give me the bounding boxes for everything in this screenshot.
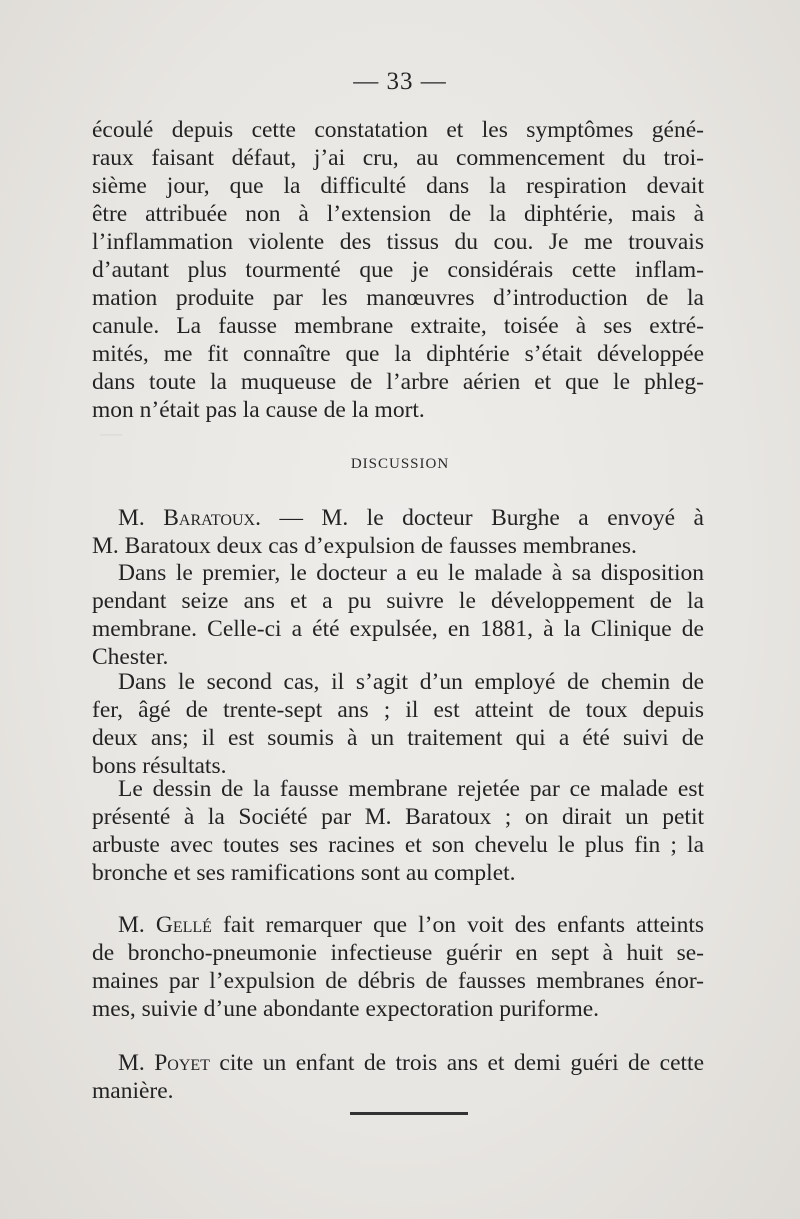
text-line: mes, suivie d’une abondante expectoration puriforme. <box>92 996 600 1022</box>
text-line: Chester. <box>92 644 169 670</box>
paragraph-premier <box>92 559 704 671</box>
paragraph-baratoux <box>92 504 704 560</box>
paragraph-gelle <box>92 911 704 1023</box>
text-line: maines par l’expulsion de débris de fausses membranes énor- <box>92 968 704 994</box>
text-line: de broncho-pneumonie infectieuse guérir en sept à huit se- <box>92 940 704 966</box>
text-line: sième jour, que la difficulté dans la respiration devait <box>92 173 704 199</box>
text-line: manière. <box>92 1078 174 1104</box>
text-line <box>92 1049 704 1077</box>
text-line: M. Baratoux deux cas d’expulsion de fausses membranes. <box>92 533 637 559</box>
paragraph-dessin <box>92 775 704 887</box>
text-fragment: — M. le docteur Burghe a envoyé à <box>279 505 704 531</box>
paragraph-second <box>92 668 704 780</box>
text-line: mités, me fit connaître que la diphtérie s’était développée <box>92 341 704 367</box>
text-line: Dans le second cas, il s’agit d’un employé de chemin de <box>118 669 704 695</box>
text-line: bons résultats. <box>92 753 227 779</box>
text-line: être attribuée non à l’extension de la diphtérie, mais à <box>92 201 704 227</box>
show-through-background: — <box>100 420 122 445</box>
text-line: Le dessin de la fausse membrane rejetée par ce malade est <box>118 776 704 802</box>
text-line: dans toute la muqueuse de l’arbre aérien et que le phleg- <box>92 369 704 395</box>
text-line: mon n’était pas la cause de la mort. <box>92 397 425 423</box>
text-line <box>92 911 704 939</box>
speaker-name: M. Poyet <box>118 1050 210 1076</box>
section-title: DISCUSSION <box>350 456 450 472</box>
text-fragment: cite un enfant de trois ans et demi guéri de cette <box>219 1050 705 1076</box>
text-line: d’autant plus tourmenté que je considérais cette inflam- <box>92 257 704 283</box>
text-fragment: fait remarquer que l’on voit des enfants atteints <box>223 912 705 938</box>
paragraph-continuation <box>92 116 704 424</box>
text-line <box>92 504 704 532</box>
text-line: arbuste avec toutes ses racines et son chevelu le plus fin ; la <box>92 832 704 858</box>
speaker-name: M. Gellé <box>118 912 212 938</box>
text-line: présenté à la Société par M. Baratoux ; on dirait un petit <box>92 804 704 830</box>
text-line: membrane. Celle-ci a été expulsée, en 1881, à la Clinique de <box>92 616 704 642</box>
text-line: mation produite par les manœuvres d’introduction de la <box>92 285 704 311</box>
page-number: — 33 — <box>353 68 447 95</box>
text-line: deux ans; il est soumis à un traitement qui a été suivi de <box>92 725 704 751</box>
text-line: l’inflammation violente des tissus du cou. Je me trouvais <box>92 229 704 255</box>
text-line: raux faisant défaut, j’ai cru, au commencement du troi- <box>92 145 704 171</box>
text-line: Dans le premier, le docteur a eu le malade à sa disposition <box>118 560 704 586</box>
text-line: canule. La fausse membrane extraite, toisée à ses extré- <box>92 313 704 339</box>
speaker-name: M. Baratoux. <box>118 505 261 531</box>
paragraph-poyet <box>92 1049 704 1105</box>
text-line: bronche et ses ramifications sont au complet. <box>92 860 516 886</box>
end-rule <box>350 1112 468 1115</box>
text-line: écoulé depuis cette constatation et les symptômes géné- <box>92 117 704 143</box>
text-line: fer, âgé de trente-sept ans ; il est atteint de toux depuis <box>92 697 704 723</box>
text-line: pendant seize ans et a pu suivre le développement de la <box>92 588 704 614</box>
